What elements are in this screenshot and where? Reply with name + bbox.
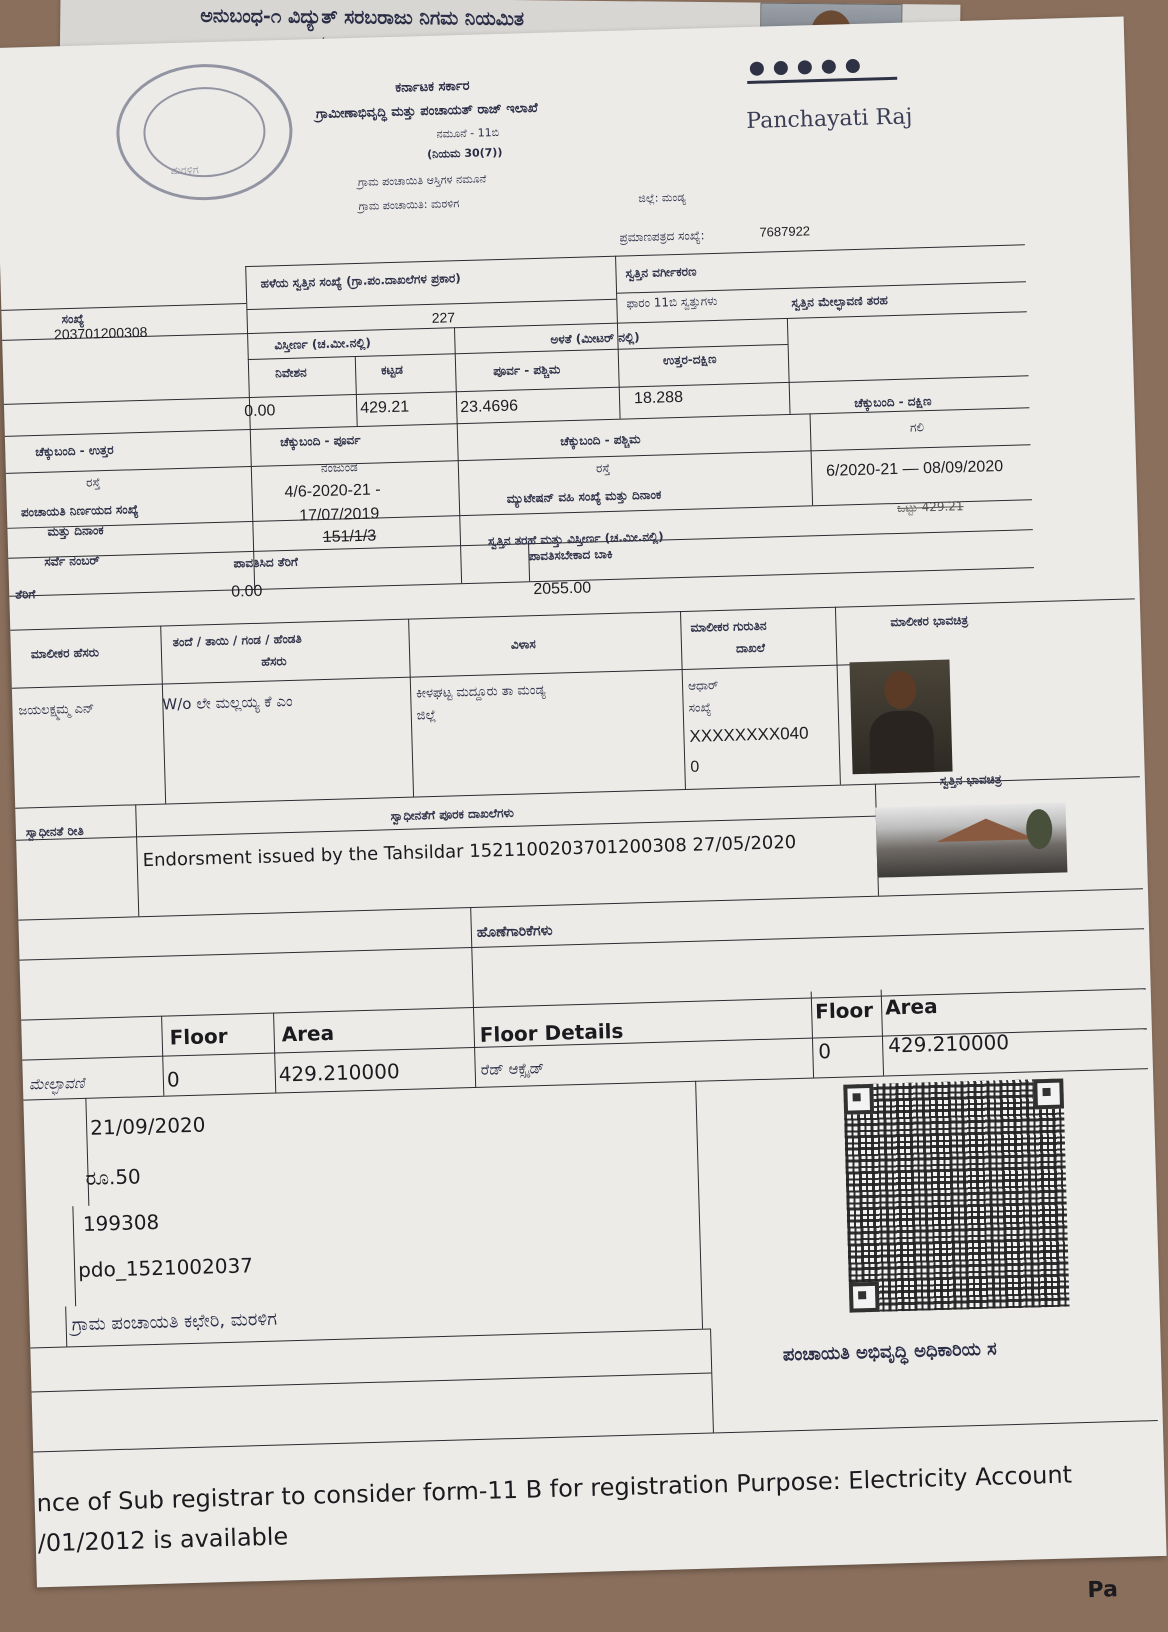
seal-text: ಮರಳಿಗ [170, 163, 199, 178]
dept-title: ಗ್ರಾಮೀಣಾಭಿವೃದ್ಧಿ ಮತ್ತು ಪಂಚಾಯತ್ ರಾಜ್ ಇಲಾಖೆ [315, 100, 538, 123]
resolution-date: 17/07/2019 [298, 505, 380, 525]
north-south-value: 18.288 [633, 388, 684, 408]
qr-code [843, 1079, 1069, 1313]
survey-label: ಸರ್ವೆ ನಂಬರ್ [44, 553, 100, 569]
form-11b-sheet [0, 16, 1167, 1604]
form-number: ನಮೂನೆ - 11ಬಿ [436, 125, 500, 141]
old-no: 227 [431, 309, 456, 326]
fee-amount: ರೂ.50 [85, 1164, 142, 1190]
issue-date: 21/09/2020 [89, 1112, 206, 1140]
floor-row-label: ಮೇಲ್ಛಾವಣಿ [28, 1073, 85, 1094]
back-sheet-title: ಅನುಬಂಧ-೧ ವಿದ್ಯುತ್ ಸರಬರಾಜು ನಿಗಮ ನಿಯಮಿತ [200, 4, 525, 31]
tax-row-label: ತೆರಿಗೆ [15, 587, 36, 602]
owner-photo-label: ಮಾಲೀಕರ ಭಾವಚಿತ್ರ [890, 613, 969, 630]
west-boundary: ರಸ್ತೆ [595, 460, 611, 476]
panchayati-raj-logo-icon [745, 58, 865, 80]
owner-photo [849, 660, 952, 775]
ownership-type-label: ಸ್ವಾಧೀನತೆ ರೀತಿ [25, 823, 84, 840]
due-tax: 2055.00 [533, 579, 592, 599]
total-area-struck: ಒಟ್ಟು 429.21 [896, 499, 964, 515]
survey-number: 151/1/3 [322, 527, 377, 547]
property-type: ಫಾರಂ 11ಬಿ ಸ್ವತ್ತುಗಳು [626, 293, 718, 311]
south-boundary-label: ಚೆಕ್ಕುಬಂದಿ - ದಕ್ಷಿಣ [854, 393, 932, 411]
east-boundary: ನಂಜುಂಡ [320, 460, 358, 476]
panchayat-name: ಗ್ರಾಮ ಪಂಚಾಯಿತಿ: ಮರಳಿಗ [358, 197, 460, 213]
address-label: ವಿಳಾಸ [510, 637, 536, 652]
right-area-value: 429.210000 [887, 1030, 1010, 1058]
id-doc-type: ಆಧಾರ್ [687, 678, 719, 693]
district-name: ಜಿಲ್ಲೆ: ಮಂಡ್ಯ [638, 190, 686, 206]
id-doc-label-2: ದಾಖಲೆ [735, 640, 766, 656]
paid-tax: 0.00 [231, 582, 263, 601]
east-west-value: 23.4696 [459, 397, 519, 417]
office-seal [115, 62, 295, 203]
floor-col-header-right: Floor [814, 997, 874, 1024]
west-boundary-label: ಚೆಕ್ಕುಬಂದಿ - ಪಶ್ಚಿಮ [560, 432, 641, 449]
logo-text: Panchayati Raj [745, 104, 913, 135]
area-col-header-right: Area [884, 994, 938, 1020]
cert-no-label: ಪ್ರಮಾಣಪತ್ರದ ಸಂಖ್ಯೆ: [619, 228, 705, 245]
owner-address-2: ಜಿಲ್ಲೆ [416, 707, 437, 724]
owner-relation: W/o ಲೇ ಮಲ್ಲಯ್ಯ ಕೆ ಎಂ [162, 691, 293, 714]
old-no-label: ಹಳೆಯ ಸ್ವತ್ತಿನ ಸಂಖ್ಯೆ (ಗ್ರಾ.ಪಂ.ದಾಖಲೆಗಳ ಪ್ರಕಾರ) [260, 271, 461, 291]
officer-id: pdo_1521002037 [77, 1253, 254, 1283]
mutation-label: ಮ್ಯುಟೇಷನ್ ವಹಿ ಸಂಖ್ಯೆ ಮತ್ತು ದಿನಾಂಕ [506, 487, 662, 506]
north-boundary-label: ಚೆಕ್ಕುಬಂದಿ - ಉತ್ತರ [35, 442, 114, 460]
govt-title: ಕರ್ನಾಟಕ ಸರ್ಕಾರ [395, 78, 470, 96]
relation-label: ತಂದೆ / ತಾಯಿ / ಗಂಡ / ಹೆಂಡತಿ [172, 631, 302, 650]
site-label: ನಿವೇಶನ [274, 365, 307, 381]
building-label: ಕಟ್ಟಡ [380, 362, 404, 378]
ownership-docs-label: ಸ್ವಾಧೀನತೆಗೆ ಪೂರಕ ದಾಖಲೆಗಳು [390, 805, 515, 824]
right-floor-value: 0 [818, 1039, 832, 1064]
property-type-label: ಸ್ವತ್ತಿನ ವರ್ಗೀಕರಣ [625, 264, 697, 281]
paid-tax-label: ಪಾವತಿಸಿದ ತೆರಿಗೆ [233, 554, 299, 571]
roof-type-label: ಸ್ವತ್ತಿನ ಮೇಲ್ಛಾವಣಿ ತರಹ [791, 293, 889, 310]
property-id-label: ಸಂಖ್ಯೆ [61, 311, 85, 327]
resolution-number: 4/6-2020-21 - [284, 481, 381, 502]
mutation-number: 6/2020-21 — 08/09/2020 [825, 457, 1004, 480]
property-photo-label: ಸ್ವತ್ತಿನ ಭಾವಚಿತ್ರ [939, 772, 1002, 788]
id-doc-label: ಮಾಲೀಕರ ಗುರುತಿನ [690, 618, 767, 635]
north-boundary: ರಸ್ತೆ [85, 475, 101, 490]
footer-note-line2: /01/2012 is available [37, 1522, 289, 1558]
dimension-label: ಅಳತೆ (ಮೀಟರ್ ನಲ್ಲಿ) [550, 330, 640, 347]
form-subtitle: ಗ್ರಾಮ ಪಂಚಾಯಿತಿ ಆಸ್ತಿಗಳ ನಮೂನೆ [357, 172, 487, 189]
floor-col-header: Floor [169, 1023, 228, 1050]
east-boundary-label: ಚೆಕ್ಕುಬಂದಿ - ಪೂರ್ವ [279, 432, 361, 450]
liabilities-label: ಹೊಣೆಗಾರಿಕೆಗಳು [476, 922, 553, 941]
receipt-number: 199308 [82, 1209, 160, 1236]
footer-note-line1: nce of Sub registrar to consider form-11 B for registration Purpose: Electricity Account [36, 1460, 1073, 1518]
logo-bar [747, 77, 898, 106]
left-floor-value: 0 [166, 1067, 180, 1092]
left-area-value: 429.210000 [278, 1059, 400, 1087]
id-doc-number: XXXXXXXX040 [689, 723, 809, 746]
page-marker: Pa [1087, 1577, 1119, 1604]
property-id: 203701200308 [53, 323, 148, 343]
floor-details-header: Floor Details [479, 1018, 624, 1047]
owner-name: ಜಯಲಕ್ಷ್ಮಮ್ಮ ಎನ್ [18, 701, 95, 719]
building-area: 429.21 [359, 398, 410, 417]
endorsement-text: Endorsment issued by the Tahsildar 1521100203701200308 27/05/2020 [142, 831, 797, 872]
property-photo [876, 802, 1068, 877]
south-boundary: ಗಲಿ [909, 420, 925, 435]
cert-no: 7687922 [759, 223, 811, 240]
area-type-label: ಸ್ವತ್ತಿನ ತರಹೆ ಮತ್ತು ವಿಸ್ತೀರ್ಣ (ಚ.ಮೀ.ನಲ್ಲಿ) [487, 529, 664, 549]
id-doc-extra: 0 [690, 758, 700, 776]
site-area: 0.00 [244, 402, 276, 421]
id-doc-type-2: ಸಂಖ್ಯೆ [688, 700, 712, 715]
relation-label-2: ಹೆಸರು [261, 654, 287, 669]
area-col-header: Area [281, 1020, 335, 1047]
area-label: ವಿಸ್ತೀರ್ಣ (ಚ.ಮೀ.ನಲ್ಲಿ) [274, 335, 372, 353]
east-west-label: ಪೂರ್ವ - ಪಶ್ಚಿಮ [493, 362, 561, 379]
due-tax-label: ಪಾವತಿಸಬೇಕಾದ ಬಾಕಿ [528, 546, 613, 564]
issuing-office: ಗ್ರಾಮ ಪಂಚಾಯತಿ ಕಛೇರಿ, ಮರಳಿಗ [71, 1308, 278, 1336]
owner-address: ಕೀಳಘಟ್ಟ ಮದ್ದೂರು ತಾ ಮಂಡ್ಯ [415, 682, 546, 702]
resolution-label: ಪಂಚಾಯತಿ ನಿರ್ಣಯದ ಸಂಖ್ಯೆ [20, 502, 139, 520]
north-south-label: ಉತ್ತರ-ದಕ್ಷಿಣ [662, 351, 717, 368]
owner-name-label: ಮಾಲೀಕರ ಹೆಸರು [30, 645, 100, 662]
signature-label: ಪಂಚಾಯತಿ ಅಭಿವೃದ್ಧಿ ಅಧಿಕಾರಿಯ ಸ [782, 1338, 997, 1366]
rule-number: (ನಿಯಮ 30(7)) [426, 145, 503, 161]
floor-details-value: ರೆಡ್ ಆಕ್ಸೈಡ್ [480, 1059, 545, 1079]
resolution-label-2: ಮತ್ತು ದಿನಾಂಕ [47, 523, 104, 539]
